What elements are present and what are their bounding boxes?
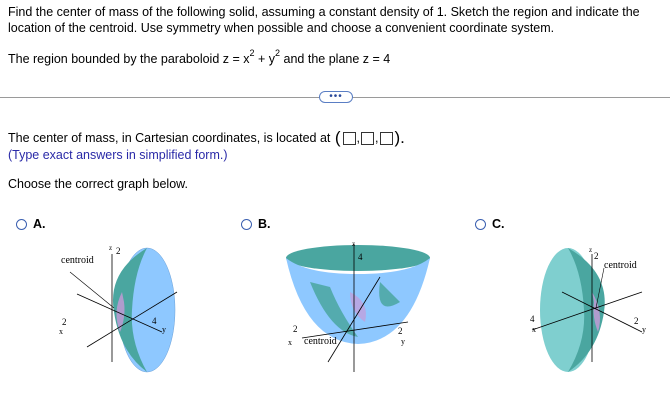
svg-text:y: y xyxy=(162,325,166,334)
answer-row: The center of mass, in Cartesian coordinates, is located at ( , , ). xyxy=(8,128,405,147)
option-c[interactable]: C. xyxy=(475,217,505,231)
svg-text:z: z xyxy=(589,246,593,254)
graph-option-c[interactable] xyxy=(512,232,670,402)
option-a-radio[interactable] xyxy=(16,219,27,230)
graph-option-a[interactable] xyxy=(52,232,212,402)
svg-text:centroid: centroid xyxy=(304,336,337,347)
svg-text:centroid: centroid xyxy=(61,255,94,266)
svg-text:4: 4 xyxy=(358,252,363,262)
answer-hint: (Type exact answers in simplified form.) xyxy=(8,148,228,162)
answer-prompt: The center of mass, in Cartesian coordinates, is located at xyxy=(8,131,331,145)
option-b[interactable]: B. xyxy=(241,217,271,231)
svg-text:2: 2 xyxy=(293,324,298,334)
svg-text:y: y xyxy=(401,337,405,346)
answer-x-input[interactable] xyxy=(343,132,356,145)
svg-text:z: z xyxy=(109,244,113,252)
more-button[interactable]: ••• xyxy=(319,91,353,103)
svg-text:z: z xyxy=(352,240,356,248)
svg-text:x: x xyxy=(288,338,292,347)
svg-text:4: 4 xyxy=(152,316,157,326)
option-c-radio[interactable] xyxy=(475,219,486,230)
option-b-radio[interactable] xyxy=(241,219,252,230)
svg-text:2: 2 xyxy=(398,326,403,336)
region-description: The region bounded by the paraboloid $z = x^2 + y^2$ and the plane z = 4 xyxy=(8,48,391,67)
svg-text:2: 2 xyxy=(594,251,599,261)
svg-text:2: 2 xyxy=(634,316,639,326)
graph-option-b[interactable] xyxy=(280,232,440,402)
question-text: Find the center of mass of the following solid, assuming a constant density of 1. Sketch the region and indicate the location of the centroid. Use symmetry when possible and choose a convenient coordinate system. xyxy=(8,5,640,35)
option-a[interactable]: A. xyxy=(16,217,46,231)
svg-text:centroid: centroid xyxy=(604,260,637,271)
svg-text:2: 2 xyxy=(62,317,67,327)
choose-instruction: Choose the correct graph below. xyxy=(8,177,188,191)
svg-text:y: y xyxy=(642,325,646,334)
svg-text:x: x xyxy=(59,327,63,336)
answer-y-input[interactable] xyxy=(361,132,374,145)
svg-text:x: x xyxy=(532,325,536,334)
svg-text:2: 2 xyxy=(116,246,121,256)
svg-text:4: 4 xyxy=(530,314,535,324)
answer-z-input[interactable] xyxy=(380,132,393,145)
